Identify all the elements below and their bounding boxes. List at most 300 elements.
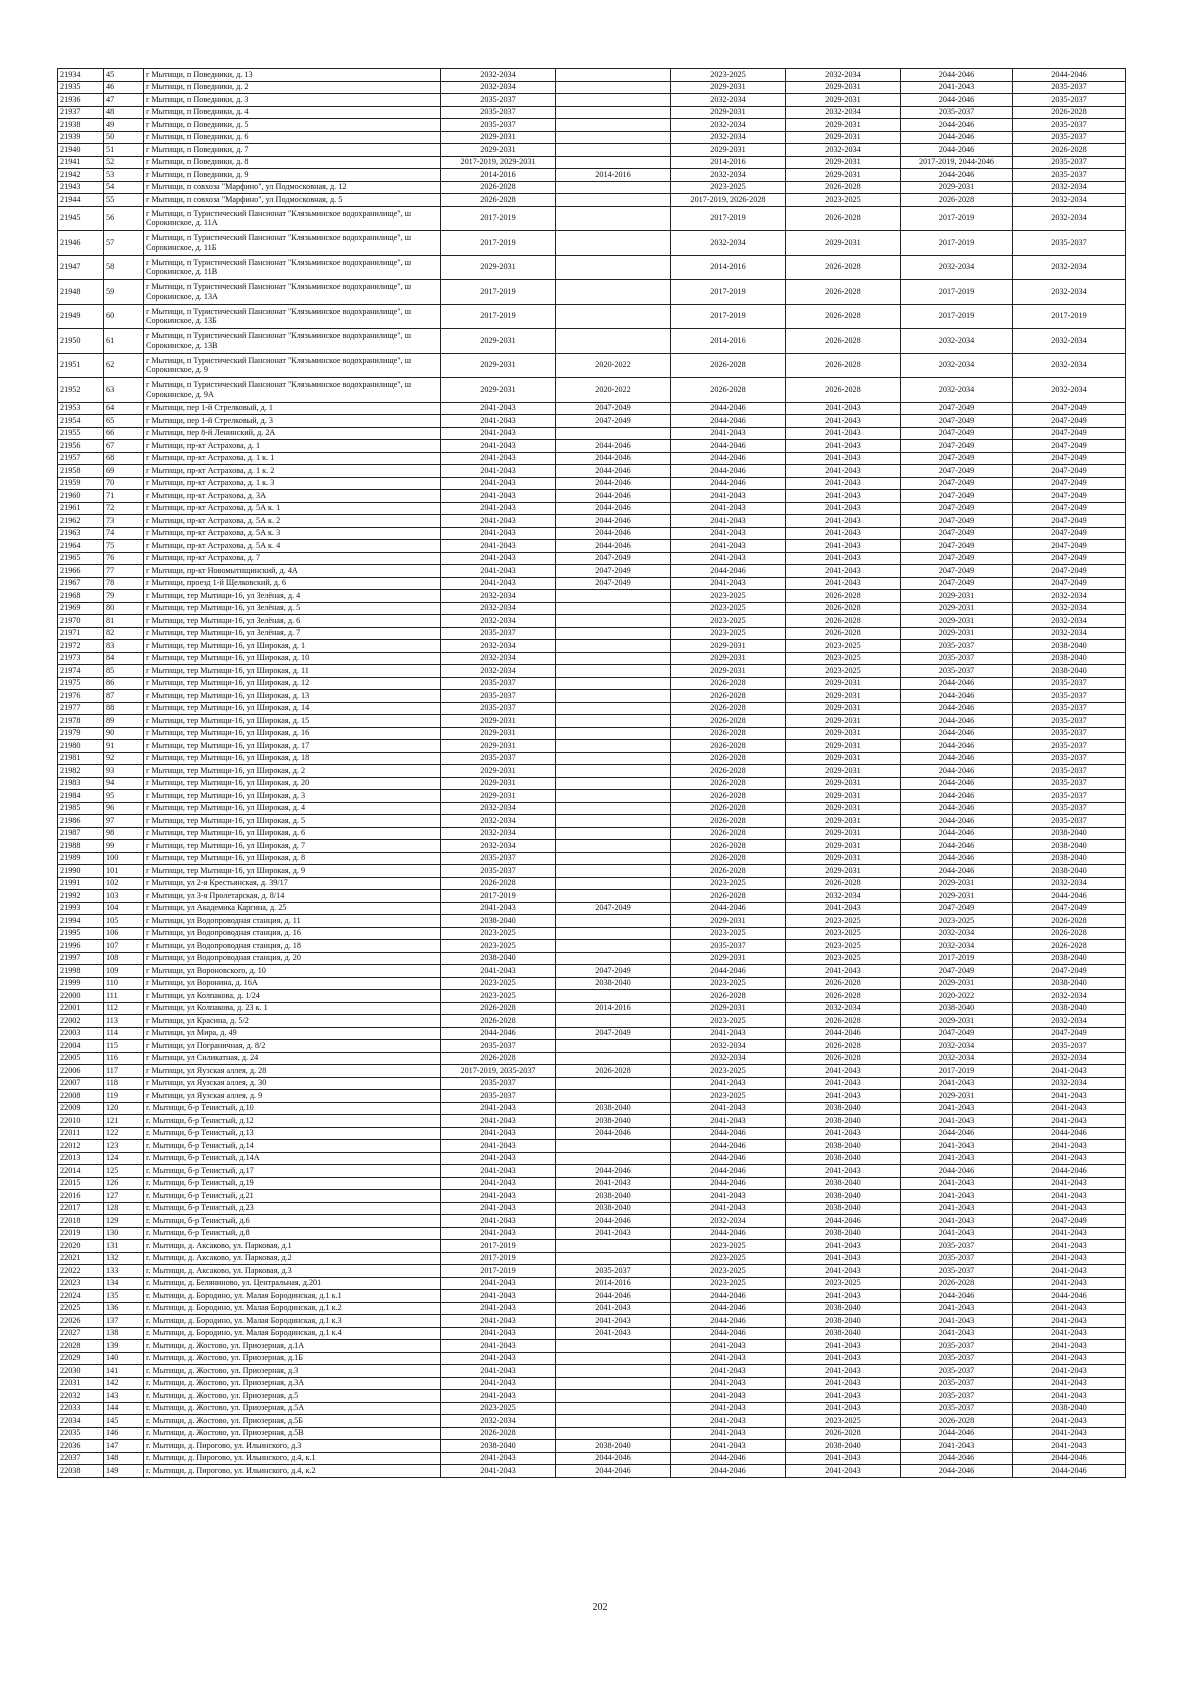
period-1-cell: 2029-2031 [441, 378, 556, 403]
period-6-cell: 2038-2040 [1013, 827, 1126, 840]
table-row [58, 477, 1126, 490]
period-1-cell: 2032-2034 [441, 69, 556, 82]
address-cell: г Мытищи, ул Академика Каргина, д. 25 [144, 902, 441, 915]
period-6-cell: 2047-2049 [1013, 402, 1126, 415]
period-3-cell: 2044-2046 [671, 465, 786, 478]
period-6-cell: 2041-2043 [1013, 1302, 1126, 1315]
period-1-cell: 2041-2043 [441, 402, 556, 415]
period-1-cell: 2032-2034 [441, 802, 556, 815]
period-5-cell: 2041-2043 [901, 1327, 1013, 1340]
row-seq-cell: 126 [104, 1177, 144, 1190]
row-seq-cell: 108 [104, 952, 144, 965]
row-seq-cell: 145 [104, 1415, 144, 1428]
period-1-cell: 2032-2034 [441, 1415, 556, 1428]
period-1-cell: 2029-2031 [441, 727, 556, 740]
row-seq-cell: 128 [104, 1202, 144, 1215]
row-seq-cell: 90 [104, 727, 144, 740]
period-2-cell: 2020-2022 [556, 353, 671, 378]
period-2-cell [556, 119, 671, 132]
table-row [58, 865, 1126, 878]
row-seq-cell: 111 [104, 990, 144, 1003]
row-id-cell: 21962 [58, 515, 104, 528]
period-5-cell: 2026-2028 [901, 194, 1013, 207]
period-4-cell: 2026-2028 [786, 280, 901, 305]
period-3-cell: 2041-2043 [671, 1427, 786, 1440]
period-6-cell: 2041-2043 [1013, 1390, 1126, 1403]
row-seq-cell: 115 [104, 1040, 144, 1053]
period-5-cell: 2032-2034 [901, 255, 1013, 280]
period-3-cell: 2029-2031 [671, 106, 786, 119]
period-6-cell: 2032-2034 [1013, 329, 1126, 354]
address-cell: г Мытищи, проезд 1-й Щелковский, д. 6 [144, 577, 441, 590]
table-row [58, 231, 1126, 256]
period-4-cell: 2041-2043 [786, 515, 901, 528]
period-2-cell [556, 640, 671, 653]
period-5-cell: 2044-2046 [901, 802, 1013, 815]
period-4-cell: 2029-2031 [786, 169, 901, 182]
table-row [58, 1365, 1126, 1378]
period-3-cell: 2041-2043 [671, 552, 786, 565]
period-4-cell: 2026-2028 [786, 877, 901, 890]
row-id-cell: 22000 [58, 990, 104, 1003]
period-3-cell: 2041-2043 [671, 1202, 786, 1215]
period-2-cell [556, 852, 671, 865]
row-seq-cell: 117 [104, 1065, 144, 1078]
address-cell: г Мытищи, пр-кт Астрахова, д. 5А к. 4 [144, 540, 441, 553]
period-4-cell: 2041-2043 [786, 527, 901, 540]
table-row [58, 1240, 1126, 1253]
period-5-cell: 2047-2049 [901, 527, 1013, 540]
row-id-cell: 21944 [58, 194, 104, 207]
period-3-cell: 2041-2043 [671, 1365, 786, 1378]
row-seq-cell: 138 [104, 1327, 144, 1340]
period-4-cell: 2038-2040 [786, 1102, 901, 1115]
address-cell: г. Мытищи, д. Аксаково, ул. Парковая, д.1 [144, 1240, 441, 1253]
row-seq-cell: 101 [104, 865, 144, 878]
table-row [58, 1027, 1126, 1040]
row-seq-cell: 118 [104, 1077, 144, 1090]
period-5-cell: 2029-2031 [901, 890, 1013, 903]
row-id-cell: 22035 [58, 1427, 104, 1440]
period-3-cell: 2041-2043 [671, 1190, 786, 1203]
table-row [58, 1340, 1126, 1353]
period-2-cell: 2014-2016 [556, 1277, 671, 1290]
period-6-cell: 2047-2049 [1013, 515, 1126, 528]
period-5-cell: 2047-2049 [901, 440, 1013, 453]
period-3-cell: 2029-2031 [671, 640, 786, 653]
row-id-cell: 21976 [58, 690, 104, 703]
period-1-cell: 2035-2037 [441, 627, 556, 640]
row-id-cell: 21963 [58, 527, 104, 540]
row-id-cell: 22025 [58, 1302, 104, 1315]
period-3-cell: 2026-2028 [671, 378, 786, 403]
period-2-cell: 2044-2046 [556, 1290, 671, 1303]
row-id-cell: 22011 [58, 1127, 104, 1140]
period-6-cell: 2041-2043 [1013, 1240, 1126, 1253]
row-id-cell: 22002 [58, 1015, 104, 1028]
period-3-cell: 2044-2046 [671, 1127, 786, 1140]
period-4-cell: 2041-2043 [786, 1090, 901, 1103]
period-1-cell: 2032-2034 [441, 665, 556, 678]
period-1-cell: 2017-2019 [441, 231, 556, 256]
row-seq-cell: 58 [104, 255, 144, 280]
row-id-cell: 22016 [58, 1190, 104, 1203]
period-3-cell: 2041-2043 [671, 1102, 786, 1115]
period-5-cell: 2041-2043 [901, 1102, 1013, 1115]
row-seq-cell: 60 [104, 304, 144, 329]
period-3-cell: 2029-2031 [671, 652, 786, 665]
period-5-cell: 2017-2019 [901, 206, 1013, 231]
period-1-cell: 2023-2025 [441, 990, 556, 1003]
row-id-cell: 21970 [58, 615, 104, 628]
row-seq-cell: 46 [104, 81, 144, 94]
period-6-cell: 2026-2028 [1013, 927, 1126, 940]
row-id-cell: 22019 [58, 1227, 104, 1240]
table-row [58, 877, 1126, 890]
period-3-cell: 2041-2043 [671, 1352, 786, 1365]
row-seq-cell: 86 [104, 677, 144, 690]
period-6-cell: 2047-2049 [1013, 565, 1126, 578]
table-row [58, 181, 1126, 194]
row-seq-cell: 99 [104, 840, 144, 853]
period-3-cell: 2044-2046 [671, 1302, 786, 1315]
row-id-cell: 21994 [58, 915, 104, 928]
table-row [58, 665, 1126, 678]
table-row [58, 802, 1126, 815]
row-id-cell: 22036 [58, 1440, 104, 1453]
table-row [58, 727, 1126, 740]
table-row [58, 1402, 1126, 1415]
period-2-cell: 2047-2049 [556, 552, 671, 565]
row-seq-cell: 95 [104, 790, 144, 803]
address-cell: г Мытищи, ул Водопроводная станция, д. 20 [144, 952, 441, 965]
row-id-cell: 22031 [58, 1377, 104, 1390]
address-cell: г Мытищи, пер 8-й Ленинский, д. 2А [144, 427, 441, 440]
address-cell: г. Мытищи, б-р Тенистый, д.10 [144, 1102, 441, 1115]
row-seq-cell: 120 [104, 1102, 144, 1115]
period-1-cell: 2035-2037 [441, 106, 556, 119]
period-5-cell: 2032-2034 [901, 329, 1013, 354]
row-seq-cell: 134 [104, 1277, 144, 1290]
period-4-cell: 2038-2040 [786, 1190, 901, 1203]
row-seq-cell: 140 [104, 1352, 144, 1365]
period-6-cell: 2047-2049 [1013, 427, 1126, 440]
period-2-cell: 2047-2049 [556, 577, 671, 590]
row-id-cell: 21947 [58, 255, 104, 280]
period-3-cell: 2041-2043 [671, 1115, 786, 1128]
address-cell: г Мытищи, ул Колпакова, д. 1/24 [144, 990, 441, 1003]
period-3-cell: 2029-2031 [671, 81, 786, 94]
period-4-cell: 2026-2028 [786, 1427, 901, 1440]
table-row [58, 1377, 1126, 1390]
row-seq-cell: 119 [104, 1090, 144, 1103]
table-row [58, 1202, 1126, 1215]
period-6-cell: 2038-2040 [1013, 1002, 1126, 1015]
address-cell: г. Мытищи, д. Жостово, ул. Приозерная, д.1Б [144, 1352, 441, 1365]
row-seq-cell: 49 [104, 119, 144, 132]
table-row [58, 1315, 1126, 1328]
row-seq-cell: 144 [104, 1402, 144, 1415]
period-4-cell: 2026-2028 [786, 1052, 901, 1065]
period-6-cell: 2044-2046 [1013, 1165, 1126, 1178]
period-6-cell: 2026-2028 [1013, 106, 1126, 119]
row-seq-cell: 124 [104, 1152, 144, 1165]
period-2-cell [556, 602, 671, 615]
row-seq-cell: 47 [104, 94, 144, 107]
period-6-cell: 2035-2037 [1013, 119, 1126, 132]
period-6-cell: 2038-2040 [1013, 840, 1126, 853]
address-cell: г. Мытищи, д. Жостово, ул. Приозерная, д.5В [144, 1427, 441, 1440]
period-2-cell [556, 206, 671, 231]
table-row [58, 590, 1126, 603]
table-row [58, 627, 1126, 640]
row-id-cell: 21988 [58, 840, 104, 853]
row-id-cell: 21950 [58, 329, 104, 354]
period-1-cell: 2041-2043 [441, 1215, 556, 1228]
address-cell: г Мытищи, тер Мытищи-16, ул Зелёная, д. 4 [144, 590, 441, 603]
period-4-cell: 2029-2031 [786, 702, 901, 715]
period-5-cell: 2035-2037 [901, 1377, 1013, 1390]
period-5-cell: 2041-2043 [901, 1215, 1013, 1228]
period-2-cell [556, 940, 671, 953]
period-1-cell: 2041-2043 [441, 427, 556, 440]
row-seq-cell: 106 [104, 927, 144, 940]
table-row [58, 427, 1126, 440]
period-5-cell: 2047-2049 [901, 965, 1013, 978]
period-1-cell: 2035-2037 [441, 677, 556, 690]
table-row [58, 131, 1126, 144]
row-seq-cell: 146 [104, 1427, 144, 1440]
address-cell: г. Мытищи, д. Пирогово, ул. Ильинского, д.4, к.1 [144, 1452, 441, 1465]
period-2-cell [556, 715, 671, 728]
period-3-cell: 2032-2034 [671, 119, 786, 132]
period-4-cell: 2041-2043 [786, 402, 901, 415]
period-5-cell: 2035-2037 [901, 1340, 1013, 1353]
period-2-cell [556, 802, 671, 815]
period-6-cell: 2047-2049 [1013, 452, 1126, 465]
period-3-cell: 2029-2031 [671, 915, 786, 928]
period-5-cell: 2044-2046 [901, 740, 1013, 753]
address-cell: г. Мытищи, б-р Тенистый, д.17 [144, 1165, 441, 1178]
period-3-cell: 2026-2028 [671, 765, 786, 778]
period-1-cell: 2023-2025 [441, 977, 556, 990]
period-4-cell: 2041-2043 [786, 427, 901, 440]
period-4-cell: 2023-2025 [786, 665, 901, 678]
row-seq-cell: 77 [104, 565, 144, 578]
period-6-cell: 2035-2037 [1013, 702, 1126, 715]
address-cell: г. Мытищи, б-р Тенистый, д.23 [144, 1202, 441, 1215]
row-seq-cell: 116 [104, 1052, 144, 1065]
period-5-cell: 2047-2049 [901, 402, 1013, 415]
row-seq-cell: 141 [104, 1365, 144, 1378]
table-row [58, 827, 1126, 840]
period-5-cell: 2044-2046 [901, 865, 1013, 878]
period-2-cell [556, 131, 671, 144]
period-5-cell: 2035-2037 [901, 1352, 1013, 1365]
table-row [58, 69, 1126, 82]
address-cell: г Мытищи, тер Мытищи-16, ул Широкая, д. 20 [144, 777, 441, 790]
period-5-cell: 2041-2043 [901, 1152, 1013, 1165]
period-3-cell: 2041-2043 [671, 1377, 786, 1390]
period-5-cell: 2047-2049 [901, 502, 1013, 515]
row-seq-cell: 131 [104, 1240, 144, 1253]
period-2-cell: 2041-2043 [556, 1327, 671, 1340]
period-6-cell: 2041-2043 [1013, 1277, 1126, 1290]
row-id-cell: 21935 [58, 81, 104, 94]
address-cell: г Мытищи, п Поведники, д. 6 [144, 131, 441, 144]
period-5-cell: 2029-2031 [901, 877, 1013, 890]
period-6-cell: 2035-2037 [1013, 727, 1126, 740]
row-id-cell: 21968 [58, 590, 104, 603]
address-cell: г. Мытищи, д. Бородино, ул. Малая Бородинская, д.1 к.2 [144, 1302, 441, 1315]
row-id-cell: 21996 [58, 940, 104, 953]
period-2-cell [556, 740, 671, 753]
row-seq-cell: 48 [104, 106, 144, 119]
table-row [58, 927, 1126, 940]
period-4-cell: 2041-2043 [786, 1265, 901, 1278]
period-3-cell: 2023-2025 [671, 602, 786, 615]
period-4-cell: 2029-2031 [786, 131, 901, 144]
row-seq-cell: 71 [104, 490, 144, 503]
period-4-cell: 2023-2025 [786, 940, 901, 953]
row-id-cell: 22026 [58, 1315, 104, 1328]
table-row [58, 652, 1126, 665]
period-1-cell: 2041-2043 [441, 502, 556, 515]
period-5-cell: 2029-2031 [901, 1015, 1013, 1028]
period-4-cell: 2026-2028 [786, 627, 901, 640]
period-1-cell: 2041-2043 [441, 1190, 556, 1203]
row-seq-cell: 88 [104, 702, 144, 715]
address-cell: г. Мытищи, б-р Тенистый, д.19 [144, 1177, 441, 1190]
period-3-cell: 2044-2046 [671, 1177, 786, 1190]
period-2-cell: 2041-2043 [556, 1177, 671, 1190]
period-1-cell: 2029-2031 [441, 144, 556, 157]
period-4-cell: 2041-2043 [786, 1340, 901, 1353]
period-2-cell: 2047-2049 [556, 1027, 671, 1040]
address-cell: г Мытищи, пр-кт Астрахова, д. 5А к. 2 [144, 515, 441, 528]
row-id-cell: 21990 [58, 865, 104, 878]
address-cell: г Мытищи, п Туристический Пансионат "Клязьминское водохранилище", ш Сорокинское, д. 9 [144, 353, 441, 378]
row-id-cell: 21956 [58, 440, 104, 453]
period-5-cell: 2044-2046 [901, 1427, 1013, 1440]
table-row [58, 440, 1126, 453]
row-seq-cell: 142 [104, 1377, 144, 1390]
period-5-cell: 2044-2046 [901, 1465, 1013, 1478]
period-3-cell: 2044-2046 [671, 402, 786, 415]
period-1-cell: 2035-2037 [441, 1077, 556, 1090]
row-id-cell: 22032 [58, 1390, 104, 1403]
row-seq-cell: 76 [104, 552, 144, 565]
period-6-cell: 2047-2049 [1013, 1027, 1126, 1040]
period-5-cell: 2047-2049 [901, 490, 1013, 503]
address-cell: г Мытищи, ул Водопроводная станция, д. 16 [144, 927, 441, 940]
row-id-cell: 21980 [58, 740, 104, 753]
row-seq-cell: 91 [104, 740, 144, 753]
period-3-cell: 2023-2025 [671, 1015, 786, 1028]
period-4-cell: 2041-2043 [786, 1352, 901, 1365]
row-seq-cell: 72 [104, 502, 144, 515]
row-seq-cell: 109 [104, 965, 144, 978]
period-1-cell: 2029-2031 [441, 740, 556, 753]
period-3-cell: 2023-2025 [671, 1065, 786, 1078]
period-2-cell: 2047-2049 [556, 965, 671, 978]
period-2-cell [556, 952, 671, 965]
table-row [58, 255, 1126, 280]
address-cell: г Мытищи, тер Мытищи-16, ул Широкая, д. 16 [144, 727, 441, 740]
period-6-cell: 2041-2043 [1013, 1377, 1126, 1390]
table-row [58, 304, 1126, 329]
period-6-cell: 2041-2043 [1013, 1265, 1126, 1278]
period-6-cell: 2041-2043 [1013, 1115, 1126, 1128]
period-3-cell: 2023-2025 [671, 1252, 786, 1265]
period-3-cell: 2044-2046 [671, 965, 786, 978]
period-2-cell [556, 144, 671, 157]
row-seq-cell: 136 [104, 1302, 144, 1315]
period-2-cell: 2044-2046 [556, 1165, 671, 1178]
period-6-cell: 2047-2049 [1013, 552, 1126, 565]
period-5-cell: 2047-2049 [901, 465, 1013, 478]
period-6-cell: 2032-2034 [1013, 1077, 1126, 1090]
period-4-cell: 2026-2028 [786, 1015, 901, 1028]
row-seq-cell: 97 [104, 815, 144, 828]
table-row [58, 1052, 1126, 1065]
period-6-cell: 2032-2034 [1013, 280, 1126, 305]
period-3-cell: 2041-2043 [671, 540, 786, 553]
period-6-cell: 2032-2034 [1013, 206, 1126, 231]
period-5-cell: 2029-2031 [901, 181, 1013, 194]
period-1-cell: 2041-2043 [441, 1140, 556, 1153]
period-2-cell [556, 615, 671, 628]
period-2-cell [556, 990, 671, 1003]
period-2-cell [556, 765, 671, 778]
table-row [58, 1252, 1126, 1265]
period-4-cell: 2023-2025 [786, 640, 901, 653]
row-id-cell: 21938 [58, 119, 104, 132]
period-5-cell: 2044-2046 [901, 840, 1013, 853]
period-1-cell: 2038-2040 [441, 952, 556, 965]
period-5-cell: 2038-2040 [901, 1002, 1013, 1015]
table-row [58, 1077, 1126, 1090]
period-6-cell: 2035-2037 [1013, 677, 1126, 690]
row-id-cell: 22008 [58, 1090, 104, 1103]
period-5-cell: 2032-2034 [901, 378, 1013, 403]
row-id-cell: 22033 [58, 1402, 104, 1415]
period-1-cell: 2041-2043 [441, 577, 556, 590]
period-4-cell: 2029-2031 [786, 865, 901, 878]
period-4-cell: 2032-2034 [786, 144, 901, 157]
period-1-cell: 2029-2031 [441, 131, 556, 144]
period-6-cell: 2026-2028 [1013, 144, 1126, 157]
period-1-cell: 2041-2043 [441, 1177, 556, 1190]
row-seq-cell: 70 [104, 477, 144, 490]
row-seq-cell: 129 [104, 1215, 144, 1228]
period-4-cell: 2026-2028 [786, 304, 901, 329]
address-cell: г Мытищи, п Туристический Пансионат "Клязьминское водохранилище", ш Сорокинское, д. 13Б [144, 304, 441, 329]
period-6-cell: 2035-2037 [1013, 1040, 1126, 1053]
period-6-cell: 2047-2049 [1013, 540, 1126, 553]
period-1-cell: 2017-2019, 2035-2037 [441, 1065, 556, 1078]
row-id-cell: 22007 [58, 1077, 104, 1090]
period-2-cell [556, 255, 671, 280]
period-5-cell: 2035-2037 [901, 640, 1013, 653]
row-seq-cell: 62 [104, 353, 144, 378]
row-id-cell: 22012 [58, 1140, 104, 1153]
period-5-cell: 2029-2031 [901, 977, 1013, 990]
period-5-cell: 2032-2034 [901, 940, 1013, 953]
table-row [58, 1102, 1126, 1115]
period-2-cell [556, 927, 671, 940]
period-3-cell: 2032-2034 [671, 1215, 786, 1228]
